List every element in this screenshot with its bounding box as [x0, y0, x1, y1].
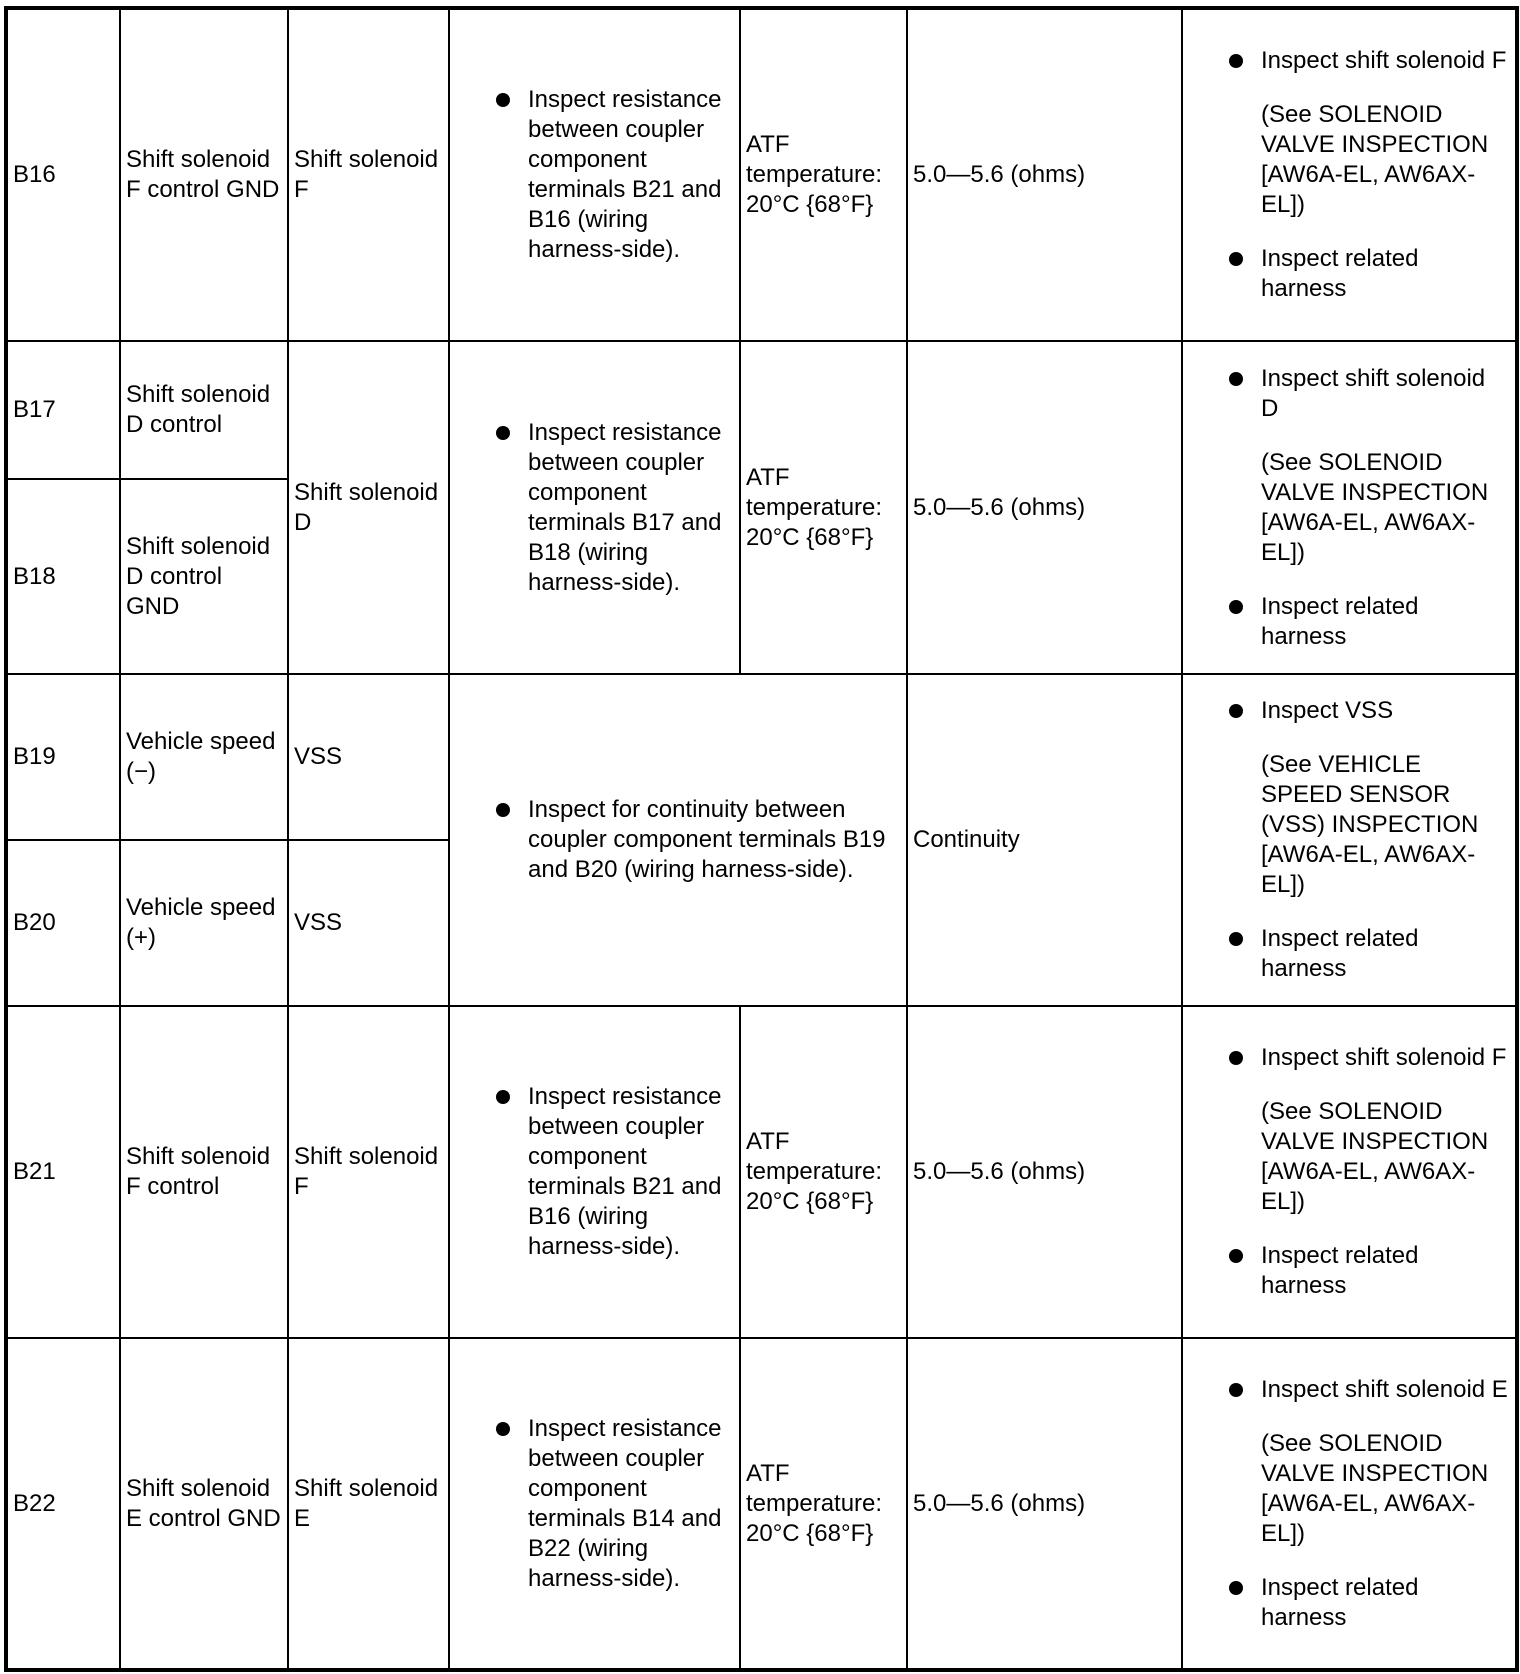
condition-cell: ATF temperature: 20°C {68°F}: [740, 8, 907, 341]
table-row: [6, 341, 1517, 479]
connected-to-cell: Shift solenoid F: [288, 8, 449, 341]
inspection-text: Inspect resistance between coupler component terminals B14 and B22 (wiring harness-side).: [496, 1414, 731, 1594]
signal-cell: Shift solenoid E control GND: [120, 1338, 288, 1670]
specification-cell: 5.0—5.6 (ohms): [907, 8, 1182, 341]
reference-link[interactable]: (See SOLENOID VALVE INSPECTION [AW6A-EL, AW6AX-EL]): [1261, 1098, 1489, 1215]
action-cell: [1182, 341, 1517, 674]
reference-link[interactable]: (See SOLENOID VALVE INSPECTION [AW6A-EL, AW6AX-EL]): [1261, 448, 1489, 566]
terminal-inspection-table: [4, 6, 1519, 1672]
reference-link[interactable]: (See SOLENOID VALVE INSPECTION [AW6A-EL, AW6AX-EL]): [1261, 1429, 1489, 1547]
signal-cell: Vehicle speed (−): [120, 674, 288, 840]
action-item: Inspect shift solenoid D: [1229, 364, 1509, 424]
specification-cell: Continuity: [907, 674, 1182, 1006]
inspection-cell: [449, 8, 740, 341]
terminal-cell: B20: [6, 840, 120, 1006]
action-item: Inspect VSS: [1229, 696, 1509, 726]
connected-to-cell: VSS: [288, 674, 449, 840]
inspection-cell: [449, 1338, 740, 1670]
specification-cell: 5.0—5.6 (ohms): [907, 1338, 1182, 1670]
table-row: [6, 674, 1517, 840]
inspection-text: Inspect for continuity between coupler component terminals B19 and B20 (wiring harness-side).: [496, 795, 898, 885]
terminal-cell: B18: [6, 479, 120, 674]
terminal-cell: B22: [6, 1338, 120, 1670]
terminal-cell: B16: [6, 8, 120, 341]
condition-cell: ATF temperature: 20°C {68°F}: [740, 1006, 907, 1338]
condition-cell: ATF temperature: 20°C {68°F}: [740, 1338, 907, 1670]
condition-cell: ATF temperature: 20°C {68°F}: [740, 341, 907, 674]
reference-link[interactable]: (See VEHICLE SPEED SENSOR (VSS) INSPECTION [AW6A-EL, AW6AX-EL]): [1261, 751, 1479, 898]
specification-cell: 5.0—5.6 (ohms): [907, 1006, 1182, 1338]
action-cell: [1182, 1338, 1517, 1670]
action-cell: [1182, 8, 1517, 341]
inspection-cell: [449, 1006, 740, 1338]
action-item: Inspect related harness: [1229, 592, 1509, 652]
connected-to-cell: Shift solenoid F: [288, 1006, 449, 1338]
terminal-cell: B17: [6, 341, 120, 479]
signal-cell: Shift solenoid F control GND: [120, 8, 288, 341]
action-item: Inspect shift solenoid F: [1229, 46, 1509, 76]
table-row: [6, 1006, 1517, 1338]
action-item: Inspect shift solenoid F: [1229, 1043, 1509, 1073]
terminal-cell: B21: [6, 1006, 120, 1338]
action-item: Inspect related harness: [1229, 1573, 1509, 1633]
signal-cell: Shift solenoid D control: [120, 341, 288, 479]
signal-cell: Shift solenoid F control: [120, 1006, 288, 1338]
action-cell: [1182, 674, 1517, 1006]
inspection-cell: [449, 674, 907, 1006]
action-cell: [1182, 1006, 1517, 1338]
inspection-text: Inspect resistance between coupler component terminals B17 and B18 (wiring harness-side).: [496, 418, 731, 598]
inspection-text: Inspect resistance between coupler component terminals B21 and B16 (wiring harness-side).: [496, 85, 731, 265]
table-row: [6, 8, 1517, 341]
signal-cell: Vehicle speed (+): [120, 840, 288, 1006]
specification-cell: 5.0—5.6 (ohms): [907, 341, 1182, 674]
signal-cell: Shift solenoid D control GND: [120, 479, 288, 674]
action-item: Inspect related harness: [1229, 244, 1509, 304]
reference-link[interactable]: (See SOLENOID VALVE INSPECTION [AW6A-EL, AW6AX-EL]): [1261, 101, 1489, 218]
table-row: [6, 1338, 1517, 1670]
inspection-cell: [449, 341, 740, 674]
action-item: Inspect related harness: [1229, 1241, 1509, 1301]
action-item: Inspect shift solenoid E: [1229, 1375, 1509, 1405]
connected-to-cell: Shift solenoid D: [288, 341, 449, 674]
terminal-cell: B19: [6, 674, 120, 840]
connected-to-cell: VSS: [288, 840, 449, 1006]
inspection-text: Inspect resistance between coupler component terminals B21 and B16 (wiring harness-side).: [496, 1082, 731, 1262]
action-item: Inspect related harness: [1229, 924, 1509, 984]
connected-to-cell: Shift solenoid E: [288, 1338, 449, 1670]
